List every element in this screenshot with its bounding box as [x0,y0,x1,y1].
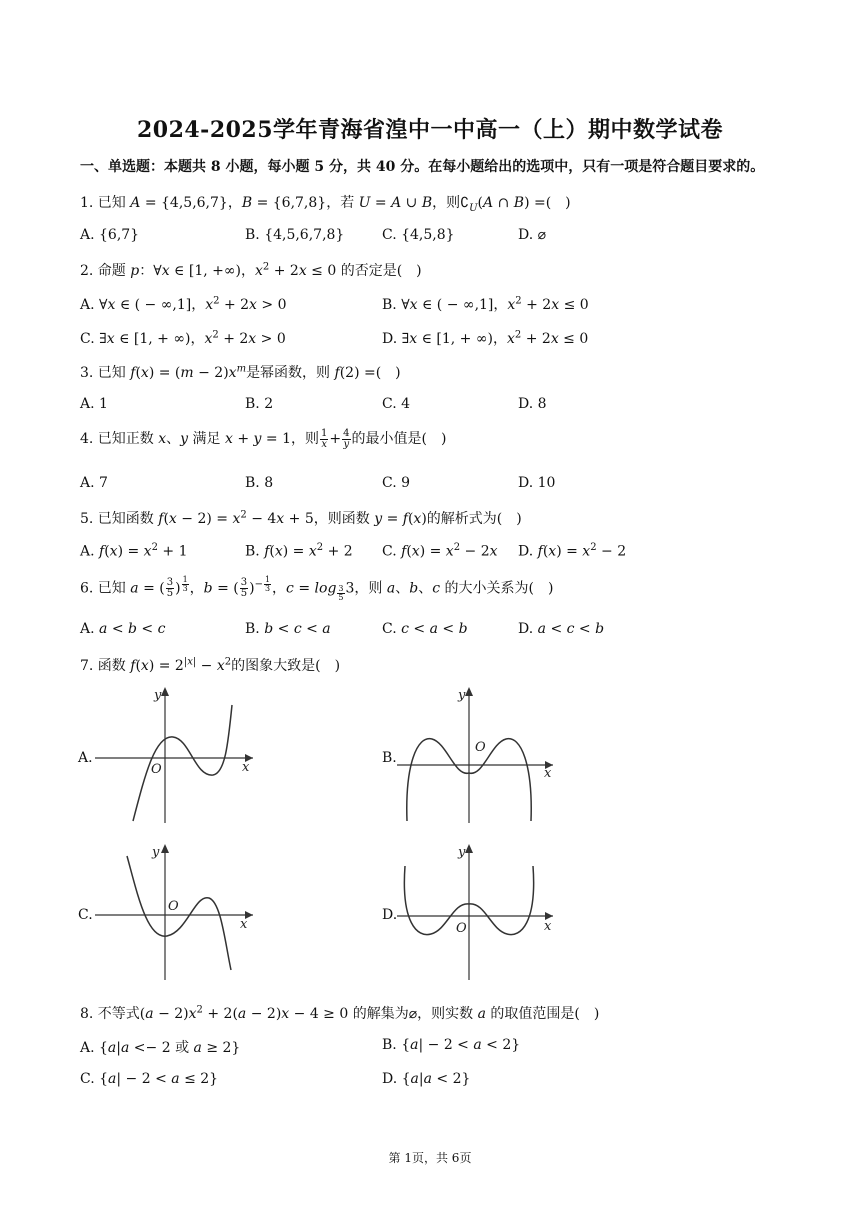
question-4-option-b: B. 8 [245,475,274,491]
graph-a [95,685,260,825]
question-5-option-d: D. $f(x) = x^2 - 2$ [518,542,627,560]
page-footer: 第 1页，共 6页 [388,1151,472,1165]
graph-c-label: C. [78,907,93,923]
question-4-stem: 4. 已知正数 x、y 满足 x + y = 1，则 $\frac{1}{x}$ + $\frac{4}{y}$ 的最小值是( ) [80,427,447,450]
question-6-stem: 6. 已知 a = ( $\frac{3}{5}$ ) $^{\frac{1}{3}}$ ，b = ( $\frac{3}{5}$ )$^{- \frac{1}{3}}$ ，c = log $_{\frac{3}{5}}$ 3，则 a、b、c 的大小关系为( ) [80,575,554,603]
question-6-option-b: B. b < c < a [245,621,331,637]
question-1-option-d: D. ⌀ [518,227,547,243]
question-3-option-a: A. 1 [80,396,108,412]
question-3-option-c: C. 4 [382,396,411,412]
graph-b-y-label: y [458,688,466,703]
question-4-option-d: D. 10 [518,475,556,491]
graph-c-origin-label: O [168,899,179,914]
question-2-option-a: A. ∀x ∈ ( − ∞,1]，$x^2 + 2x > 0$ [80,295,287,313]
graph-b-origin-label: O [475,740,486,755]
question-4-option-a: A. 7 [80,475,108,491]
question-3-option-d: D. 8 [518,396,547,412]
graph-b [397,685,562,825]
graph-c-x-label: x [240,917,248,932]
question-1-stem: 1. 已知 A = {4,5,6,7}，B = {6,7,8}，若 U = A ∪ B，则$∁_U(A$ ∩ B) =( ) [80,195,571,214]
graph-b-x-label: x [544,766,552,781]
question-8-option-c: C. {a| − 2 < a ≤ 2} [80,1071,219,1087]
graph-a-x-label: x [242,760,250,775]
question-7-stem: 7. 函数 $f(x) = 2^{|x|} - x^2$的图象大致是( ) [80,656,341,674]
graph-d-label: D. [382,907,398,923]
graph-d [397,842,562,982]
question-1-option-c: C. {4,5,8} [382,227,455,243]
question-1-option-b: B. {4,5,6,7,8} [245,227,345,243]
graph-b-label: B. [382,750,397,766]
question-2-stem: 2. 命题 p：∀x ∈ [1, +∞)，$x^2 + 2x \le 0$ 的否定是( ) [80,261,422,279]
question-6-option-d: D. a < c < b [518,621,605,637]
graph-d-origin-label: O [456,921,467,936]
question-3-option-b: B. 2 [245,396,274,412]
graph-c [95,842,260,982]
question-8-option-b: B. {a| − 2 < a < 2} [382,1037,521,1053]
question-6-option-c: C. c < a < b [382,621,468,637]
question-5-stem: 5. 已知函数 $f(x - 2) = x^2 - 4x + 5$，则函数 y = f(x)的解析式为( ) [80,509,522,527]
graph-a-label: A. [78,750,93,766]
question-8-stem: 8. 不等式$(a - 2)x^2 + 2(a - 2)x - 4 \ge 0$ 的解集为⌀，则实数 a 的取值范围是( ) [80,1004,600,1022]
section-heading: 一、单选题：本题共 8 小题，每小题 5 分，共 40 分。在每小题给出的选项中，只有一项是符合题目要求的。 [80,159,765,175]
question-2-option-c: C. ∃x ∈ [1, + ∞)，$x^2 + 2x > 0$ [80,329,286,347]
question-2-option-d: D. ∃x ∈ [1, + ∞)，$x^2 + 2x \le 0$ [382,329,589,347]
question-8-option-a: A. {a|a <− 2 或 a ≥ 2} [80,1040,241,1056]
graph-d-x-label: x [544,919,552,934]
question-6-option-a: A. a < b < c [80,621,166,637]
question-2-option-b: B. ∀x ∈ ( − ∞,1]，$x^2 + 2x \le 0$ [382,295,589,313]
graph-a-origin-label: O [151,762,162,777]
graph-d-y-label: y [458,845,466,860]
graph-c-y-label: y [152,845,160,860]
question-4-option-c: C. 9 [382,475,411,491]
exam-title: 2024-2025学年青海省湟中一中高一（上）期中数学试卷 [136,117,724,143]
question-1-option-a: A. {6,7} [80,227,140,243]
question-3-stem: 3. 已知 $f(x) = (m - 2)x^m$是幂函数，则 f(2) =( ) [80,363,401,381]
question-5-option-a: A. $f(x) = x^2 + 1$ [80,542,188,560]
question-8-option-d: D. {a|a < 2} [382,1071,471,1087]
graph-a-y-label: y [154,688,162,703]
question-5-option-c: C. $f(x) = x^2 - 2x$ [382,542,498,560]
question-5-option-b: B. $f(x) = x^2 + 2$ [245,542,353,560]
